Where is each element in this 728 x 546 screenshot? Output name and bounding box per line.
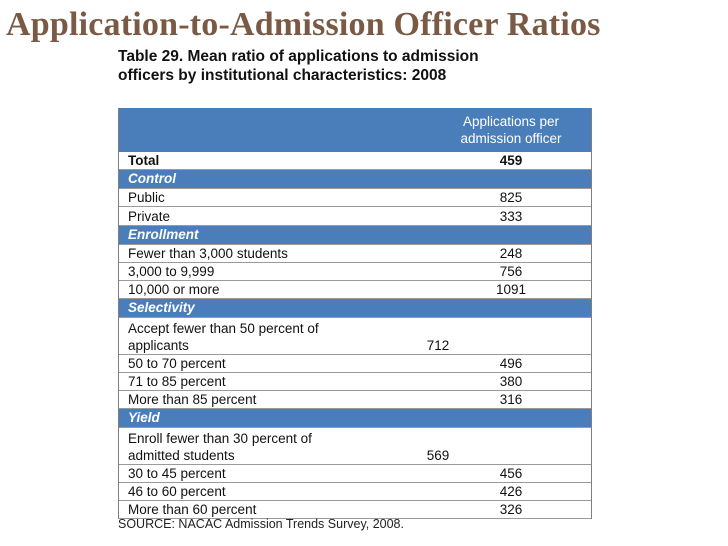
row-label: 3,000 to 9,999 xyxy=(128,263,215,279)
table-row xyxy=(119,465,591,483)
column-header-applications-per-officer xyxy=(431,108,591,152)
row-label: 30 to 45 percent xyxy=(128,466,226,482)
row-value: 333 xyxy=(499,208,523,224)
row-label: Fewer than 3,000 students xyxy=(128,245,288,261)
row-value: 825 xyxy=(499,190,523,206)
row-label: More than 85 percent xyxy=(128,392,257,408)
row-label: Total xyxy=(128,153,160,169)
table-row xyxy=(119,245,591,263)
data-table xyxy=(118,108,592,519)
row-value: 426 xyxy=(499,484,523,500)
table-row xyxy=(119,189,591,207)
row-label: 46 to 60 percent xyxy=(128,484,226,500)
column-header-line-1: Applications per xyxy=(462,114,560,129)
row-label: More than 60 percent xyxy=(128,502,257,518)
row-label: Public xyxy=(128,190,165,206)
row-value: 316 xyxy=(499,392,523,408)
row-value: 569 xyxy=(426,447,450,463)
table-caption-line-1: Table 29. Mean ratio of applications to admission xyxy=(118,48,479,65)
row-value: 496 xyxy=(499,355,523,371)
table-row xyxy=(119,355,591,373)
row-value: 248 xyxy=(499,245,523,261)
row-value: 756 xyxy=(499,263,523,279)
row-value: 456 xyxy=(499,466,523,482)
table-row xyxy=(119,207,591,225)
row-label: 10,000 or more xyxy=(128,282,220,298)
column-header-line-2: admission officer xyxy=(460,131,562,146)
row-label: Enroll fewer than 30 percent of admitted students xyxy=(128,430,312,463)
section-header-enrollment: Enrollment xyxy=(119,226,591,245)
slide-title: Application-to-Admission Officer Ratios xyxy=(6,6,601,43)
table-row xyxy=(119,281,591,299)
row-label: Accept fewer than 50 percent of applicants xyxy=(128,320,319,353)
table-header xyxy=(119,108,591,152)
row-value: 326 xyxy=(499,502,523,518)
table-caption-line-2: officers by institutional characteristics: 2008 xyxy=(118,67,447,84)
row-label: 71 to 85 percent xyxy=(128,374,226,390)
table-row xyxy=(119,428,591,465)
row-value: 459 xyxy=(499,153,523,169)
table-row xyxy=(119,263,591,281)
row-label: Private xyxy=(128,208,171,224)
section-header-control: Control xyxy=(119,170,591,189)
table-row xyxy=(119,483,591,501)
row-value: 380 xyxy=(499,374,523,390)
header-empty-cell xyxy=(119,108,431,152)
source-note: SOURCE: NACAC Admission Trends Survey, 2008. xyxy=(118,517,404,531)
section-header-selectivity: Selectivity xyxy=(119,299,591,318)
table-caption xyxy=(118,47,588,85)
total-row xyxy=(119,152,591,170)
row-value: 1091 xyxy=(495,282,527,298)
table-row xyxy=(119,373,591,391)
row-value: 712 xyxy=(426,337,450,353)
table-row xyxy=(119,391,591,409)
section-header-yield: Yield xyxy=(119,409,591,428)
table-row xyxy=(119,318,591,355)
row-label: 50 to 70 percent xyxy=(128,355,226,371)
